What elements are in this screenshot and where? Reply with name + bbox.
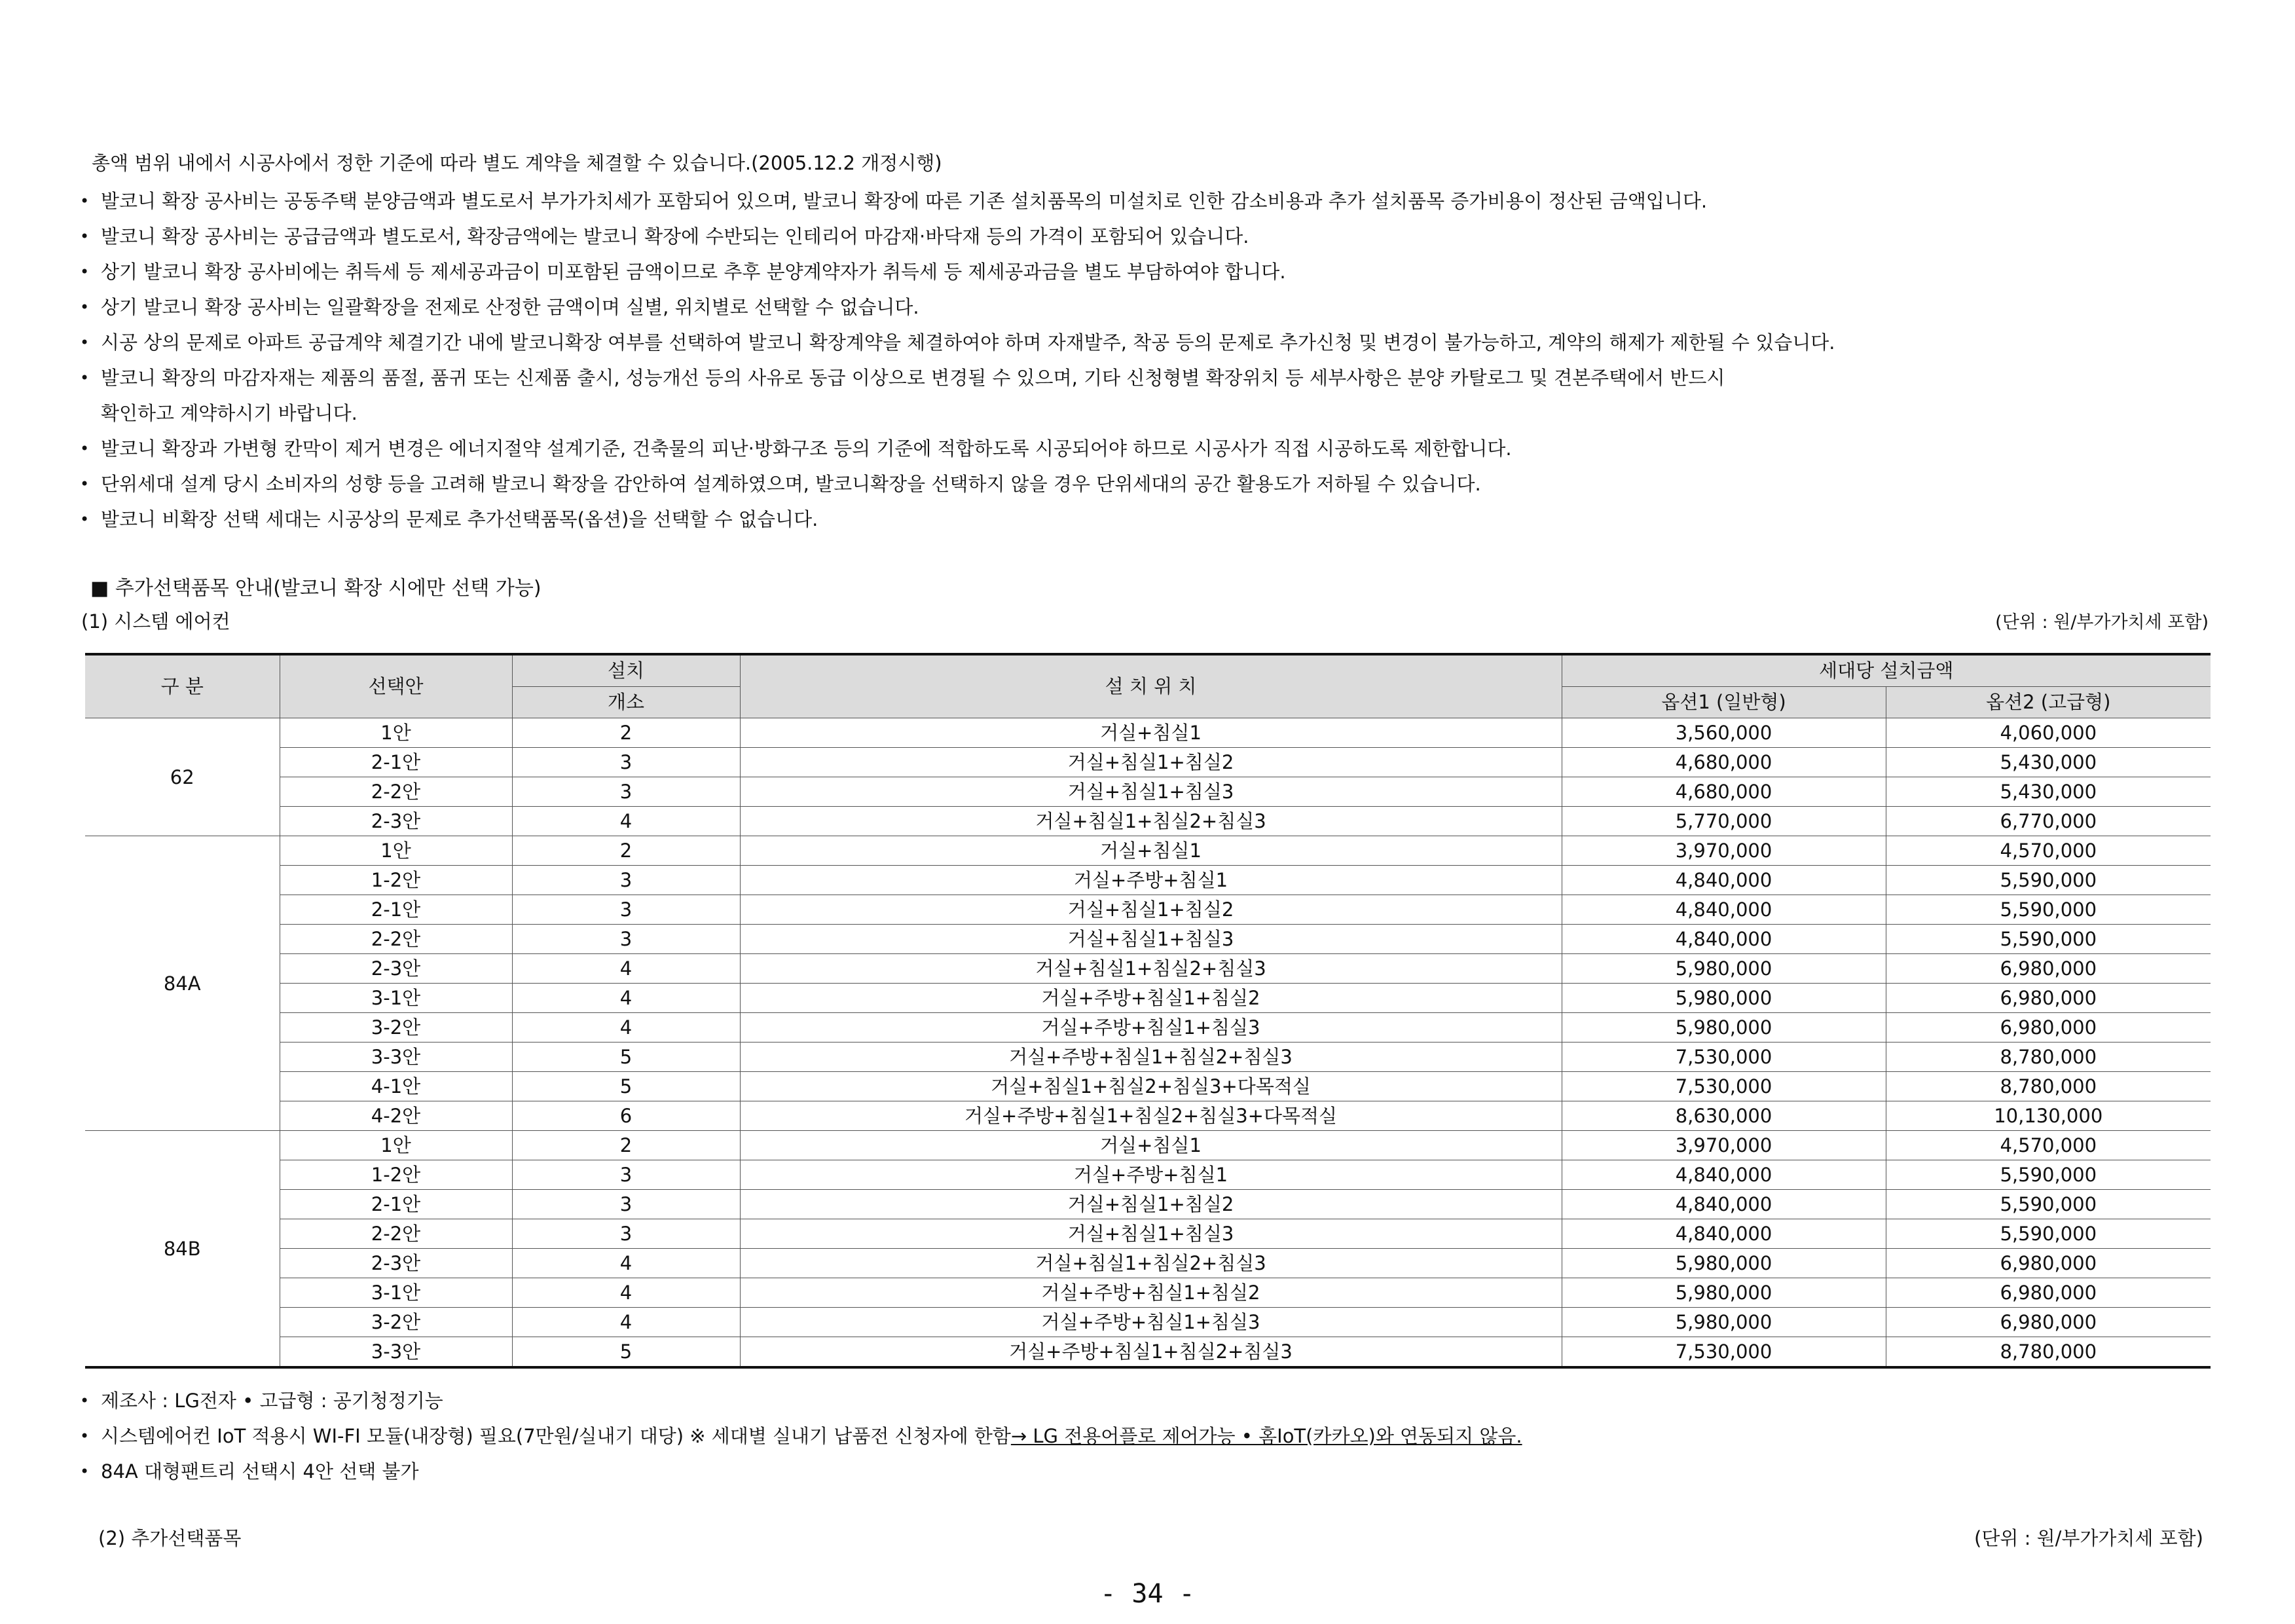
count-cell: 6 [512, 1101, 740, 1131]
option1-price-cell: 7,530,000 [1562, 1337, 1886, 1368]
count-cell: 3 [512, 748, 740, 777]
table-row [85, 1337, 2211, 1368]
location-cell: 거실+주방+침실1+침실2+침실3 [740, 1043, 1562, 1072]
header-location: 설 치 위 치 [740, 654, 1562, 718]
option2-price-cell: 6,980,000 [1886, 1013, 2211, 1043]
count-cell: 4 [512, 1308, 740, 1337]
option2-price-cell: 5,590,000 [1886, 1219, 2211, 1249]
option2-price-cell: 6,980,000 [1886, 984, 2211, 1013]
option1-price-cell: 4,680,000 [1562, 777, 1886, 807]
balcony-notice-list [80, 183, 2228, 537]
table-row [85, 1043, 2211, 1072]
option2-price-cell: 6,980,000 [1886, 1278, 2211, 1308]
table-row [85, 895, 2211, 925]
plan-cell: 4-1안 [280, 1072, 512, 1101]
table-row [85, 1278, 2211, 1308]
count-cell: 5 [512, 1337, 740, 1368]
bullet-marker: • [80, 298, 90, 316]
location-cell: 거실+침실1+침실3 [740, 1219, 1562, 1249]
count-cell: 3 [512, 895, 740, 925]
table-row [85, 1249, 2211, 1278]
option2-price-cell: 10,130,000 [1886, 1101, 2211, 1131]
header-option2: 옵션2 (고급형) [1886, 687, 2211, 718]
bullet-marker: • [80, 475, 90, 493]
plan-cell: 1-2안 [280, 866, 512, 895]
plan-cell: 1안 [280, 718, 512, 748]
bullet-marker: • [80, 1462, 90, 1481]
option1-price-cell: 4,840,000 [1562, 866, 1886, 895]
location-cell: 거실+침실1 [740, 718, 1562, 748]
plan-cell: 3-2안 [280, 1013, 512, 1043]
option2-price-cell: 8,780,000 [1886, 1337, 2211, 1368]
option2-price-cell: 4,060,000 [1886, 718, 2211, 748]
plan-cell: 1안 [280, 836, 512, 866]
bullet-marker: • [80, 1392, 90, 1410]
table-row [85, 1101, 2211, 1131]
option1-price-cell: 5,980,000 [1562, 1249, 1886, 1278]
option2-price-cell: 5,590,000 [1886, 1190, 2211, 1219]
plan-cell: 3-2안 [280, 1308, 512, 1337]
table-row [85, 954, 2211, 984]
option1-price-cell: 5,980,000 [1562, 1278, 1886, 1308]
option2-price-cell: 4,570,000 [1886, 1131, 2211, 1160]
unit-type-cell: 84A [85, 836, 280, 1131]
table-row [85, 748, 2211, 777]
table-row [85, 1072, 2211, 1101]
header-plan: 선택안 [280, 654, 512, 718]
additional-unit-note: (단위 : 원/부가가치세 포함) [1974, 1527, 2203, 1549]
bullet-marker: • [80, 439, 90, 458]
table-row [85, 1308, 2211, 1337]
table-body [85, 718, 2211, 1368]
option2-price-cell: 5,590,000 [1886, 866, 2211, 895]
plan-cell: 3-3안 [280, 1043, 512, 1072]
count-cell: 3 [512, 1190, 740, 1219]
location-cell: 거실+침실1+침실2+침실3 [740, 1249, 1562, 1278]
option2-price-cell: 6,980,000 [1886, 1308, 2211, 1337]
table-header-row [85, 654, 2211, 687]
option2-price-cell: 6,770,000 [1886, 807, 2211, 836]
plan-cell: 2-2안 [280, 777, 512, 807]
unit-type-cell: 84B [85, 1131, 280, 1368]
bullet-marker: • [80, 333, 90, 352]
aircon-subtitle: (1) 시스템 에어컨 [81, 610, 230, 633]
header-count-top: 설치 [512, 654, 740, 687]
bullet-marker: • [80, 263, 90, 281]
notice-text: 단위세대 설계 당시 소비자의 성향 등을 고려해 발코니 확장을 감안하여 설계하였으며, 발코니확장을 선택하지 않을 경우 단위세대의 공간 활용도가 저하될 수 있습니다. [101, 473, 1481, 495]
option1-price-cell: 4,840,000 [1562, 1160, 1886, 1190]
location-cell: 거실+침실1+침실3 [740, 777, 1562, 807]
option1-price-cell: 4,840,000 [1562, 1190, 1886, 1219]
option2-price-cell: 5,430,000 [1886, 777, 2211, 807]
note-item [80, 1454, 1522, 1489]
notice-text: 상기 발코니 확장 공사비는 일괄확장을 전제로 산정한 금액이며 실별, 위치별로 선택할 수 없습니다. [101, 296, 919, 318]
header-option1: 옵션1 (일반형) [1562, 687, 1886, 718]
location-cell: 거실+침실1+침실2+침실3 [740, 807, 1562, 836]
notice-item [80, 183, 2228, 219]
location-cell: 거실+주방+침실1+침실3 [740, 1308, 1562, 1337]
notice-item [80, 502, 2228, 537]
location-cell: 거실+침실1+침실2 [740, 895, 1562, 925]
notice-item [80, 219, 2228, 254]
count-cell: 4 [512, 1013, 740, 1043]
option1-price-cell: 4,840,000 [1562, 1219, 1886, 1249]
notice-item [80, 325, 2228, 360]
count-cell: 4 [512, 1249, 740, 1278]
section-title: ■ 추가선택품목 안내(발코니 확장 시에만 선택 가능) [90, 577, 542, 600]
notice-text: 시공 상의 문제로 아파트 공급계약 체결기간 내에 발코니확장 여부를 선택하여 발코니 확장계약을 체결하여야 하며 자재발주, 착공 등의 문제로 추가신청 및 변경이 불가능하고, 계약의 해제가 제한될 수 있습니다. [101, 331, 1835, 354]
plan-cell: 2-3안 [280, 1249, 512, 1278]
bullet-marker: • [80, 369, 90, 387]
option1-price-cell: 5,980,000 [1562, 1308, 1886, 1337]
notice-text: 발코니 확장 공사비는 공급금액과 별도로서, 확장금액에는 발코니 확장에 수반되는 인테리어 마감재·바닥재 등의 가격이 포함되어 있습니다. [101, 225, 1249, 248]
count-cell: 4 [512, 954, 740, 984]
option2-price-cell: 8,780,000 [1886, 1072, 2211, 1101]
option1-price-cell: 3,970,000 [1562, 836, 1886, 866]
table-row [85, 1013, 2211, 1043]
location-cell: 거실+침실1+침실2 [740, 1190, 1562, 1219]
bullet-marker: • [80, 1427, 90, 1445]
option1-price-cell: 7,530,000 [1562, 1043, 1886, 1072]
option1-price-cell: 3,970,000 [1562, 1131, 1886, 1160]
table-row [85, 1219, 2211, 1249]
notice-text: 발코니 비확장 선택 세대는 시공상의 문제로 추가선택품목(옵션)을 선택할 수 없습니다. [101, 508, 818, 530]
aircon-price-table [85, 653, 2211, 1369]
table-row [85, 718, 2211, 748]
plan-cell: 2-1안 [280, 895, 512, 925]
count-cell: 2 [512, 718, 740, 748]
notice-text: 발코니 확장 공사비는 공동주택 분양금액과 별도로서 부가가치세가 포함되어 있으며, 발코니 확장에 따른 기존 설치품목의 미설치로 인한 감소비용과 추가 설치품목 증가비용이 정산된 금액입니다. [101, 190, 1708, 212]
notice-text: 발코니 확장의 마감자재는 제품의 품절, 품귀 또는 신제품 출시, 성능개선 등의 사유로 동급 이상으로 변경될 수 있으며, 기타 신청형별 확장위치 등 세부사항은 분양 카탈로그 및 견본주택에서 반드시 [101, 367, 1725, 389]
location-cell: 거실+침실1 [740, 1131, 1562, 1160]
note-item [80, 1383, 1522, 1418]
bullet-marker: • [80, 227, 90, 246]
plan-cell: 2-1안 [280, 748, 512, 777]
plan-cell: 2-2안 [280, 1219, 512, 1249]
notice-text: 상기 발코니 확장 공사비에는 취득세 등 제세공과금이 미포함된 금액이므로 추후 분양계약자가 취득세 등 제세공과금을 별도 부담하여야 합니다. [101, 261, 1286, 283]
option1-price-cell: 4,680,000 [1562, 748, 1886, 777]
option2-price-cell: 6,980,000 [1886, 1249, 2211, 1278]
count-cell: 3 [512, 925, 740, 954]
option2-price-cell: 4,570,000 [1886, 836, 2211, 866]
option1-price-cell: 4,840,000 [1562, 925, 1886, 954]
location-cell: 거실+주방+침실1 [740, 1160, 1562, 1190]
option2-price-cell: 6,980,000 [1886, 954, 2211, 984]
location-cell: 거실+침실1+침실2+침실3+다목적실 [740, 1072, 1562, 1101]
notice-item [80, 289, 2228, 325]
note-iot-underlined: → LG 전용어플로 제어가능 • 홈IoT(카카오)와 연동되지 않음. [1010, 1425, 1522, 1447]
bullet-marker: • [80, 510, 90, 528]
note-maker: 제조사 : LG전자 • 고급형 : 공기청정기능 [101, 1390, 443, 1412]
header-category: 구 분 [85, 654, 280, 718]
bullet-marker: • [80, 192, 90, 210]
table-row [85, 1190, 2211, 1219]
intro-line: 총액 범위 내에서 시공사에서 정한 기준에 따라 별도 계약을 체결할 수 있습니다.(2005.12.2 개정시행) [92, 152, 942, 174]
page-number: - 34 - [1100, 1579, 1195, 1609]
aircon-notes [80, 1383, 1522, 1489]
header-count-bottom: 개소 [512, 687, 740, 718]
notice-text: 발코니 확장과 가변형 칸막이 제거 변경은 에너지절약 설계기준, 건축물의 피난·방화구조 등의 기준에 적합하도록 시공되어야 하므로 시공사가 직접 시공하도록 제한합니다. [101, 437, 1512, 460]
notice-item [80, 431, 2228, 466]
location-cell: 거실+주방+침실1+침실2 [740, 1278, 1562, 1308]
plan-cell: 1안 [280, 1131, 512, 1160]
count-cell: 5 [512, 1072, 740, 1101]
table-row [85, 1131, 2211, 1160]
option2-price-cell: 5,590,000 [1886, 1160, 2211, 1190]
option2-price-cell: 5,590,000 [1886, 925, 2211, 954]
notice-item [80, 254, 2228, 289]
plan-cell: 3-1안 [280, 984, 512, 1013]
option1-price-cell: 5,980,000 [1562, 954, 1886, 984]
notice-item [80, 360, 2228, 431]
location-cell: 거실+침실1+침실3 [740, 925, 1562, 954]
table-row [85, 777, 2211, 807]
option1-price-cell: 5,980,000 [1562, 1013, 1886, 1043]
additional-subtitle: (2) 추가선택품목 [98, 1527, 242, 1549]
location-cell: 거실+침실1+침실2 [740, 748, 1562, 777]
option1-price-cell: 3,560,000 [1562, 718, 1886, 748]
option1-price-cell: 8,630,000 [1562, 1101, 1886, 1131]
count-cell: 3 [512, 777, 740, 807]
count-cell: 2 [512, 1131, 740, 1160]
location-cell: 거실+주방+침실1+침실2+침실3 [740, 1337, 1562, 1368]
plan-cell: 3-1안 [280, 1278, 512, 1308]
count-cell: 4 [512, 807, 740, 836]
table-row [85, 1160, 2211, 1190]
header-price-group: 세대당 설치금액 [1562, 654, 2211, 687]
table-row [85, 866, 2211, 895]
location-cell: 거실+주방+침실1+침실2+침실3+다목적실 [740, 1101, 1562, 1131]
notice-text-continuation: 확인하고 계약하시기 바랍니다. [101, 402, 358, 424]
option1-price-cell: 4,840,000 [1562, 895, 1886, 925]
option2-price-cell: 5,430,000 [1886, 748, 2211, 777]
note-item [80, 1418, 1522, 1454]
note-pantry: 84A 대형팬트리 선택시 4안 선택 불가 [101, 1460, 419, 1483]
plan-cell: 2-3안 [280, 807, 512, 836]
option1-price-cell: 5,770,000 [1562, 807, 1886, 836]
option1-price-cell: 5,980,000 [1562, 984, 1886, 1013]
note-iot: 시스템에어컨 IoT 적용시 WI-FI 모듈(내장형) 필요(7만원/실내기 대당) ※ 세대별 실내기 납품전 신청자에 한함 [101, 1425, 1011, 1447]
count-cell: 2 [512, 836, 740, 866]
unit-type-cell: 62 [85, 718, 280, 836]
plan-cell: 4-2안 [280, 1101, 512, 1131]
option1-price-cell: 7,530,000 [1562, 1072, 1886, 1101]
count-cell: 3 [512, 1160, 740, 1190]
count-cell: 4 [512, 984, 740, 1013]
count-cell: 4 [512, 1278, 740, 1308]
location-cell: 거실+침실1 [740, 836, 1562, 866]
aircon-unit-note: (단위 : 원/부가가치세 포함) [1995, 612, 2209, 633]
count-cell: 3 [512, 866, 740, 895]
plan-cell: 1-2안 [280, 1160, 512, 1190]
count-cell: 3 [512, 1219, 740, 1249]
location-cell: 거실+주방+침실1+침실2 [740, 984, 1562, 1013]
table-row [85, 807, 2211, 836]
plan-cell: 2-2안 [280, 925, 512, 954]
option2-price-cell: 8,780,000 [1886, 1043, 2211, 1072]
location-cell: 거실+주방+침실1+침실3 [740, 1013, 1562, 1043]
plan-cell: 3-3안 [280, 1337, 512, 1368]
notice-item [80, 466, 2228, 502]
location-cell: 거실+주방+침실1 [740, 866, 1562, 895]
option2-price-cell: 5,590,000 [1886, 895, 2211, 925]
count-cell: 5 [512, 1043, 740, 1072]
plan-cell: 2-1안 [280, 1190, 512, 1219]
plan-cell: 2-3안 [280, 954, 512, 984]
table-row [85, 984, 2211, 1013]
table-row [85, 925, 2211, 954]
location-cell: 거실+침실1+침실2+침실3 [740, 954, 1562, 984]
table-row [85, 836, 2211, 866]
